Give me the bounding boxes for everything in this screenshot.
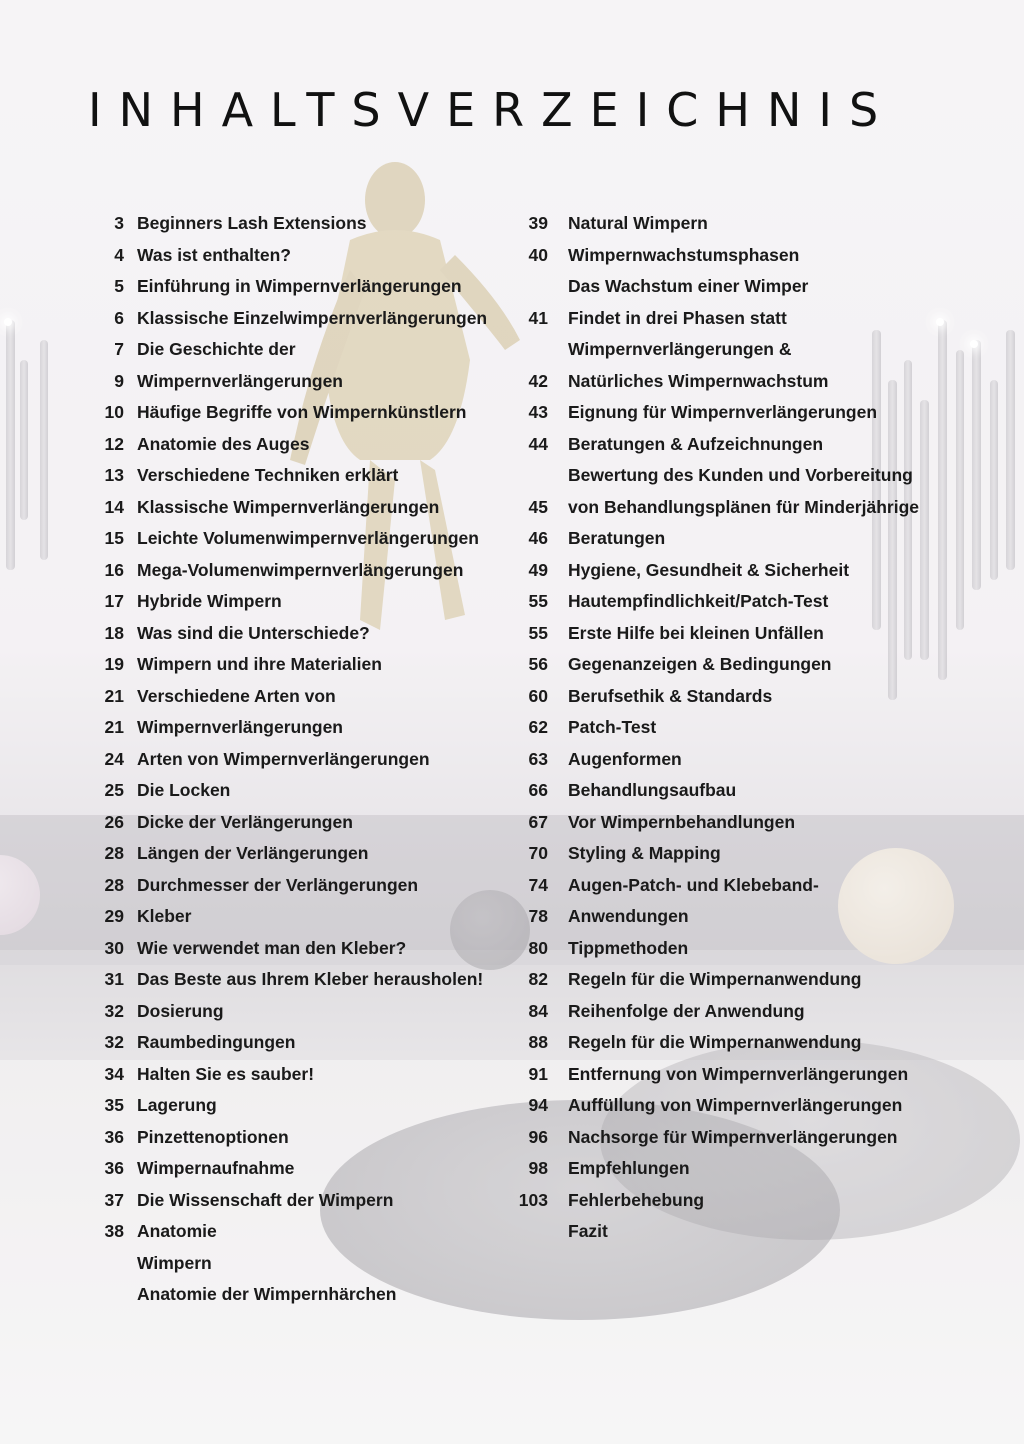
toc-entry <box>88 1027 508 1059</box>
toc-entry <box>88 964 508 996</box>
toc-entry <box>88 870 508 902</box>
toc-entry <box>518 618 938 650</box>
toc-entry-title: Augen-Patch- und Klebeband- <box>568 874 819 895</box>
toc-entry <box>518 744 938 776</box>
toc-entry-title: Auffüllung von Wimpernverlängerungen <box>568 1095 903 1116</box>
toc-page-number: 56 <box>528 654 548 675</box>
toc-entry-title: Findet in drei Phasen statt <box>568 307 787 328</box>
toc-page-number: 21 <box>104 685 124 706</box>
toc-entry <box>518 838 938 870</box>
toc-entry <box>88 649 508 681</box>
toc-entry <box>88 1153 508 1185</box>
toc-entry-title: Verschiedene Techniken erklärt <box>137 465 399 486</box>
toc-entry <box>518 523 938 555</box>
toc-entry <box>88 397 508 429</box>
toc-left-column <box>88 208 508 1311</box>
toc-entry <box>88 303 508 335</box>
toc-entry-title: Bewertung des Kunden und Vorbereitung <box>568 465 913 486</box>
toc-entry <box>88 208 508 240</box>
toc-page-number: 84 <box>528 1000 548 1021</box>
toc-entry <box>518 649 938 681</box>
toc-entry <box>88 1059 508 1091</box>
toc-page-number: 82 <box>528 969 548 990</box>
toc-entry <box>518 996 938 1028</box>
toc-page-number: 15 <box>104 528 124 549</box>
toc-entry-title: Durchmesser der Verlängerungen <box>137 874 419 895</box>
toc-entry <box>88 366 508 398</box>
toc-entry <box>518 964 938 996</box>
toc-page-number: 60 <box>528 685 548 706</box>
toc-entry <box>518 775 938 807</box>
toc-page-number: 78 <box>528 906 548 927</box>
toc-page-number: 63 <box>528 748 548 769</box>
toc-entry <box>88 1216 508 1248</box>
toc-entry-title: Pinzettenoptionen <box>137 1126 289 1147</box>
toc-entry <box>518 586 938 618</box>
toc-entry-title: Das Beste aus Ihrem Kleber herausholen! <box>137 969 484 990</box>
toc-page-number: 25 <box>104 780 124 801</box>
toc-entry-title: Die Geschichte der <box>137 339 296 360</box>
toc-entry-title: Die Wissenschaft der Wimpern <box>137 1189 394 1210</box>
toc-entry <box>518 208 938 240</box>
toc-entry-title: Natural Wimpern <box>568 213 708 234</box>
toc-page-number: 26 <box>104 811 124 832</box>
toc-entry-title: Reihenfolge der Anwendung <box>568 1000 805 1021</box>
toc-entry-title: Augenformen <box>568 748 682 769</box>
toc-page-number: 55 <box>528 622 548 643</box>
toc-page-number: 42 <box>528 370 548 391</box>
toc-entry-title: Anatomie der Wimpernhärchen <box>137 1284 397 1305</box>
toc-entry-title: Längen der Verlängerungen <box>137 843 369 864</box>
toc-entry-title: Wimpernverlängerungen <box>137 717 343 738</box>
toc-entry <box>88 933 508 965</box>
toc-entry <box>518 712 938 744</box>
toc-entry-title: Wimpernverlängerungen & <box>568 339 792 360</box>
toc-entry-title: Klassische Einzelwimpernverlängerungen <box>137 307 488 328</box>
toc-entry <box>88 492 508 524</box>
toc-entry <box>518 1216 938 1248</box>
toc-entry-title: Mega-Volumenwimpernverlängerungen <box>137 559 464 580</box>
toc-page-number: 4 <box>114 244 124 265</box>
toc-entry <box>518 240 938 272</box>
toc-entry-title: Raumbedingungen <box>137 1032 296 1053</box>
toc-entry <box>88 618 508 650</box>
toc-entry-title: Dosierung <box>137 1000 224 1021</box>
toc-page-number: 67 <box>528 811 548 832</box>
toc-page-number: 43 <box>528 402 548 423</box>
toc-page-number: 5 <box>114 276 124 297</box>
toc-page-number: 62 <box>528 717 548 738</box>
toc-page-number: 13 <box>104 465 124 486</box>
toc-page-number: 46 <box>528 528 548 549</box>
toc-entry <box>518 681 938 713</box>
toc-page-number: 35 <box>104 1095 124 1116</box>
toc-page-number: 41 <box>528 307 548 328</box>
toc-entry-title: Was sind die Unterschiede? <box>137 622 370 643</box>
toc-page-number: 10 <box>104 402 124 423</box>
toc-page-number: 17 <box>104 591 124 612</box>
toc-entry <box>518 1122 938 1154</box>
toc-page-number: 38 <box>104 1221 124 1242</box>
toc-page-number: 98 <box>528 1158 548 1179</box>
toc-entry <box>88 838 508 870</box>
toc-entry-title: Berufsethik & Standards <box>568 685 773 706</box>
toc-entry <box>518 1153 938 1185</box>
toc-page-number: 74 <box>528 874 548 895</box>
toc-page-number: 12 <box>104 433 124 454</box>
toc-entry-title: Gegenanzeigen & Bedingungen <box>568 654 832 675</box>
toc-entry <box>88 807 508 839</box>
toc-page-number: 6 <box>114 307 124 328</box>
toc-entry-title: Anatomie des Auges <box>137 433 310 454</box>
toc-entry <box>518 334 938 366</box>
toc-page-number: 80 <box>528 937 548 958</box>
toc-entry <box>88 1248 508 1280</box>
toc-page-number: 30 <box>104 937 124 958</box>
toc-entry <box>88 901 508 933</box>
toc-entry-title: Erste Hilfe bei kleinen Unfällen <box>568 622 824 643</box>
toc-entry-title: Einführung in Wimpernverlängerungen <box>137 276 462 297</box>
toc-entry <box>88 681 508 713</box>
toc-entry <box>518 460 938 492</box>
toc-entry-title: Fehlerbehebung <box>568 1189 705 1210</box>
toc-page-number: 44 <box>528 433 548 454</box>
toc-entry-title: Eignung für Wimpernverlängerungen <box>568 402 878 423</box>
toc-page-number: 9 <box>114 370 124 391</box>
toc-entry <box>88 1279 508 1311</box>
toc-entry-title: Die Locken <box>137 780 231 801</box>
toc-entry <box>518 429 938 461</box>
toc-entry-title: Regeln für die Wimpernanwendung <box>568 969 862 990</box>
toc-entry <box>88 996 508 1028</box>
toc-entry-title: Wimpernaufnahme <box>137 1158 295 1179</box>
toc-page-number: 32 <box>104 1000 124 1021</box>
toc-entry-title: Styling & Mapping <box>568 843 721 864</box>
toc-entry-title: Leichte Volumenwimpernverlängerungen <box>137 528 479 549</box>
toc-entry <box>518 807 938 839</box>
toc-entry <box>88 240 508 272</box>
toc-entry <box>518 271 938 303</box>
toc-entry <box>518 555 938 587</box>
page-title: INHALTSVERZEICHNIS <box>88 83 896 137</box>
toc-entry <box>518 933 938 965</box>
toc-entry-title: Beratungen & Aufzeichnungen <box>568 433 824 454</box>
toc-page-number: 94 <box>528 1095 548 1116</box>
toc-entry <box>518 397 938 429</box>
toc-entry-title: Was ist enthalten? <box>137 244 291 265</box>
toc-page-number: 16 <box>104 559 124 580</box>
toc-entry-title: Anatomie <box>137 1221 217 1242</box>
toc-page-number: 29 <box>104 906 124 927</box>
toc-entry-title: Kleber <box>137 906 192 927</box>
toc-page-number: 96 <box>528 1126 548 1147</box>
toc-entry <box>518 870 938 902</box>
toc-entry-title: Beginners Lash Extensions <box>137 213 367 234</box>
toc-entry <box>518 1185 938 1217</box>
toc-page-number: 28 <box>104 843 124 864</box>
toc-page-number: 66 <box>528 780 548 801</box>
toc-entry-title: Hybride Wimpern <box>137 591 282 612</box>
toc-page-number: 36 <box>104 1158 124 1179</box>
toc-entry <box>88 1090 508 1122</box>
toc-entry-title: Fazit <box>568 1221 608 1242</box>
toc-entry <box>88 429 508 461</box>
toc-entry <box>518 1090 938 1122</box>
toc-entry-title: Natürliches Wimpernwachstum <box>568 370 829 391</box>
toc-entry-title: Klassische Wimpernverlängerungen <box>137 496 440 517</box>
toc-page-number: 88 <box>528 1032 548 1053</box>
toc-entry <box>88 271 508 303</box>
toc-entry-title: Lagerung <box>137 1095 217 1116</box>
toc-page-number: 39 <box>528 213 548 234</box>
toc-entry <box>88 586 508 618</box>
toc-entry <box>88 334 508 366</box>
toc-page-number: 21 <box>104 717 124 738</box>
toc-entry <box>88 744 508 776</box>
toc-page-number: 45 <box>528 496 548 517</box>
toc-entry-title: Halten Sie es sauber! <box>137 1063 315 1084</box>
toc-entry-title: von Behandlungsplänen für Minderjährige <box>568 496 919 517</box>
toc-entry-title: Wimpernverlängerungen <box>137 370 343 391</box>
toc-page-number: 14 <box>104 496 124 517</box>
toc-entry <box>518 1027 938 1059</box>
toc-page-number: 31 <box>104 969 124 990</box>
toc-page-number: 40 <box>528 244 548 265</box>
toc-entry-title: Entfernung von Wimpernverlängerungen <box>568 1063 909 1084</box>
toc-page-number: 34 <box>104 1063 124 1084</box>
toc-entry-title: Beratungen <box>568 528 666 549</box>
toc-entry <box>88 460 508 492</box>
toc-entry-title: Regeln für die Wimpernanwendung <box>568 1032 862 1053</box>
toc-entry-title: Wimpernwachstumsphasen <box>568 244 800 265</box>
toc-entry-title: Häufige Begriffe von Wimpernkünstlern <box>137 402 467 423</box>
toc-entry <box>88 712 508 744</box>
toc-page-number: 36 <box>104 1126 124 1147</box>
toc-page-number: 70 <box>528 843 548 864</box>
toc-entry <box>88 1185 508 1217</box>
toc-entry-title: Empfehlungen <box>568 1158 690 1179</box>
toc-page-number: 7 <box>114 339 124 360</box>
toc-entry-title: Wimpern <box>137 1252 212 1273</box>
toc-page-number: 19 <box>104 654 124 675</box>
toc-entry <box>88 1122 508 1154</box>
toc-page-number: 18 <box>104 622 124 643</box>
toc-entry <box>518 901 938 933</box>
toc-entry-title: Hygiene, Gesundheit & Sicherheit <box>568 559 850 580</box>
toc-entry-title: Dicke der Verlängerungen <box>137 811 353 832</box>
toc-entry <box>518 492 938 524</box>
toc-page-number: 32 <box>104 1032 124 1053</box>
toc-entry-title: Behandlungsaufbau <box>568 780 737 801</box>
toc-entry <box>518 1059 938 1091</box>
toc-entry <box>88 775 508 807</box>
toc-page-number: 91 <box>528 1063 548 1084</box>
toc-entry <box>518 366 938 398</box>
toc-entry-title: Vor Wimpernbehandlungen <box>568 811 796 832</box>
toc-page-number: 49 <box>528 559 548 580</box>
toc-page-number: 37 <box>104 1189 124 1210</box>
toc-entry-title: Anwendungen <box>568 906 689 927</box>
toc-page-number: 103 <box>518 1189 548 1210</box>
toc-entry-title: Nachsorge für Wimpernverlängerungen <box>568 1126 898 1147</box>
toc-entry <box>88 523 508 555</box>
toc-page-number: 24 <box>104 748 124 769</box>
toc-entry-title: Wimpern und ihre Materialien <box>137 654 382 675</box>
toc-entry-title: Hautempfindlichkeit/Patch-Test <box>568 591 829 612</box>
toc-page-number: 28 <box>104 874 124 895</box>
toc-entry-title: Das Wachstum einer Wimper <box>568 276 809 297</box>
toc-entry-title: Tippmethoden <box>568 937 689 958</box>
toc-entry <box>88 555 508 587</box>
toc-entry-title: Arten von Wimpernverlängerungen <box>137 748 430 769</box>
toc-entry-title: Wie verwendet man den Kleber? <box>137 937 407 958</box>
toc-entry <box>518 303 938 335</box>
toc-entry-title: Verschiedene Arten von <box>137 685 336 706</box>
toc-right-column <box>518 208 938 1248</box>
toc-page-number: 3 <box>114 213 124 234</box>
toc-page-number: 55 <box>528 591 548 612</box>
toc-entry-title: Patch-Test <box>568 717 657 738</box>
